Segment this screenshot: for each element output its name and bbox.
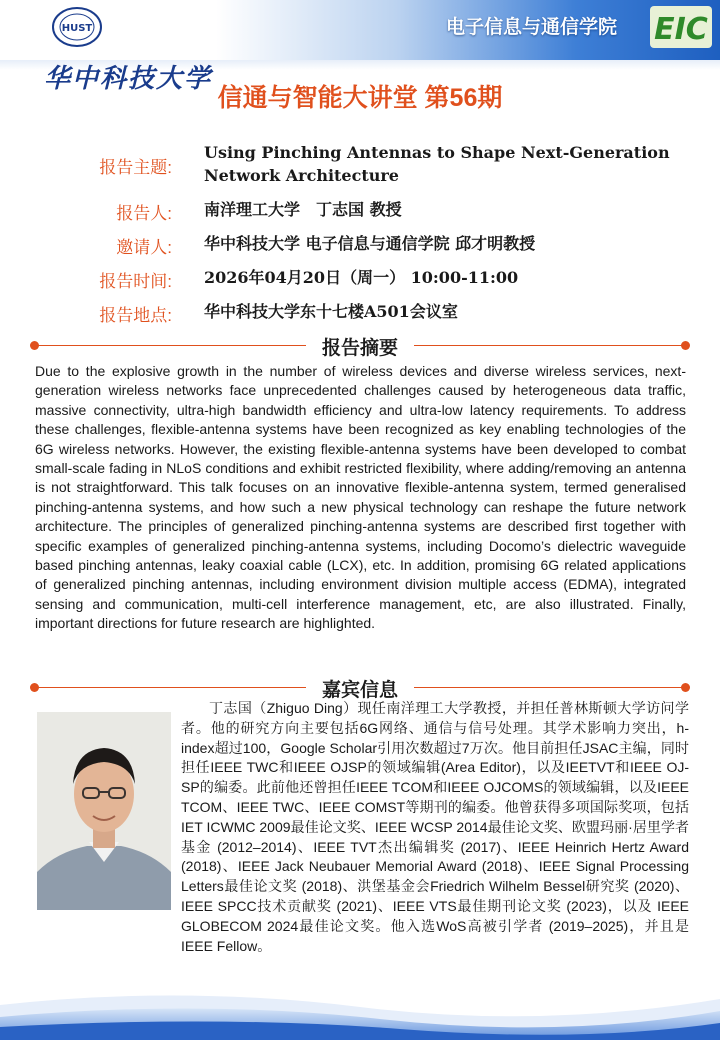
decorative-wave-icon (0, 985, 720, 1040)
topic-value: Using Pinching Antennas to Shape Next-Generation Network Architecture (204, 143, 670, 185)
abstract-text: Due to the explosive growth in the number of wireless devices and diverse wireless services, next-generation wireless networks face unprecedented challenges caused by heterogeneous data traffic, massive connectivity, ultra-high bandwidth efficiency and ultra-low latency requirements. To address these challenges, flexible-antenna systems have been recognized as key enabling technologies of the 6G wireless networks. However, the existing flexible-antenna systems have been developed to combat small-scale fading in NLoS conditions and exhibit restricted flexibility, where adding/removing an antenna is not straightforward. This talk focuses on an innovative flexible-antenna system, termed generalised pinching-antenna systems, and how such a new physical technology can reshape the future network architecture. The principles of generalized pinching-antenna systems are described first together with specific examples of generalized pinching-antenna systems, including Docomo’s dielectric waveguide based pinching antennas, leaky coaxial cable (LCX), etc. In addition, promising 6G related applications of generalized pinching antennas, including environment division multiple access (EDMA), integrated sensing and communication, multi-cell interference management, etc, are also illustrated. Finally, important directions for future research are highlighted. (35, 363, 686, 632)
university-seal-icon (50, 6, 104, 48)
svg-text:HUST: HUST (61, 23, 93, 34)
svg-text:EIC: EIC (654, 12, 708, 47)
school-name: 电子信息与通信学院 (446, 17, 618, 38)
host-value: 华中科技大学 电子信息与通信学院 邱才明教授 (204, 234, 536, 253)
page-title: 信通与智能大讲堂 第56期 (217, 84, 503, 112)
place-label: 报告地点: (99, 306, 172, 325)
speaker-label: 报告人: (116, 204, 172, 223)
speaker-portrait-icon (37, 712, 171, 910)
guest-section-header (30, 675, 690, 699)
topic-label: 报告主题: (99, 158, 172, 177)
place-value: 华中科技大学东十七楼A501会议室 (204, 302, 458, 321)
speaker-value: 南洋理工大学 丁志国 教授 (204, 200, 402, 219)
guest-heading: 嘉宾信息 (30, 675, 690, 702)
abstract-section-header (30, 333, 690, 357)
guest-bio: 丁志国（Zhiguo Ding）现任南洋理工大学教授，并担任普林斯顿大学访问学者。他的研究方向主要包括6G网络、通信与信号处理。其学术影响力突出，h-index超过100，Google Scholar引用次数超过7万次。他目前担任JSAC主编，同时担任IEEE TWC和IEEE OJSP的领域编辑(Area Editor)，以及IEETVT和IEEE OJ-SP的编委。此前他还曾担任IEEE TCOM和IEEE OJCOMS的领域编辑，以及IEEE TCOM、IEEE TWC、IEEE COMST等期刊的编委。他曾获得多项国际奖项，包括 IET ICWMC 2009最佳论文奖、IEEE WCSP 2014最佳论文奖、欧盟玛丽·居里学者基金 (2012–2014)、IEEE TVT杰出编辑奖 (2017)、IEEE Heinrich Hertz Award (2018)、IEEE Jack Neubauer Memorial Award (2018)、IEEE Signal Processing Letters最佳论文奖 (2018)、洪堡基金会Friedrich Wilhelm Bessel研究奖 (2020)、IEEE SPCC技术贡献奖 (2021)、IEEE VTS最佳期刊论文奖 (2023)，以及 IEEE GLOBECOM 2024最佳论文奖。他入选WoS高被引学者 (2019–2025)，并且是IEEE Fellow。 (181, 700, 689, 954)
host-label: 邀请人: (116, 238, 172, 257)
university-name: 华中科技大学 (44, 64, 213, 94)
time-label: 报告时间: (99, 272, 172, 291)
speaker-photo (37, 712, 171, 910)
time-value: 2026年04月20日（周一） 10:00-11:00 (204, 268, 519, 287)
abstract-heading: 报告摘要 (30, 333, 690, 360)
school-logo-icon (650, 6, 712, 48)
